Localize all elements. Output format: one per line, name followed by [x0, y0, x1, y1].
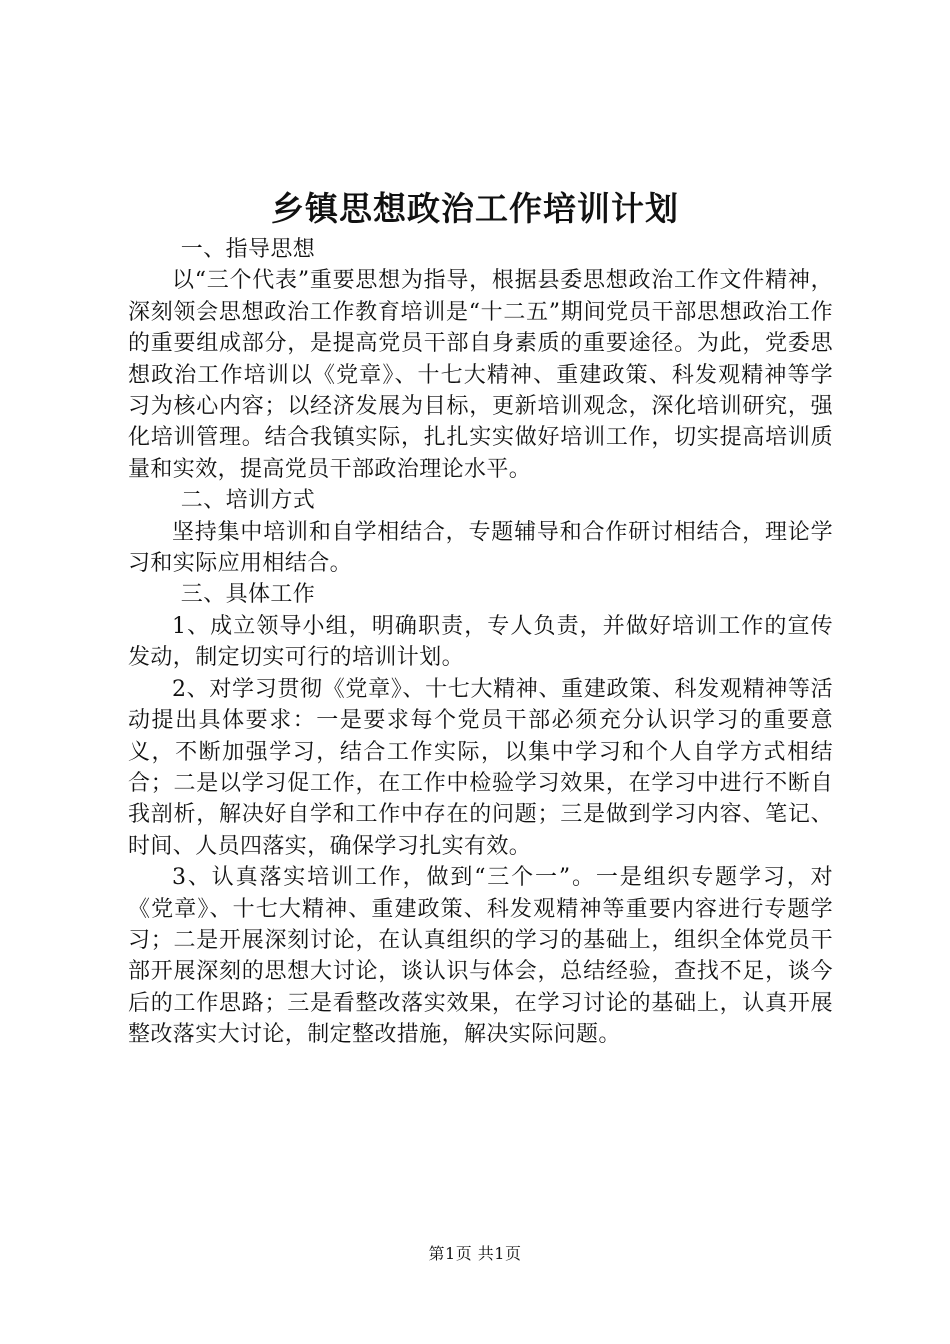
document-title: 乡镇思想政治工作培训计划	[271, 189, 679, 228]
page-number-footer: 第1页 共1页	[428, 1244, 522, 1263]
paragraph-specific-work-1: 1、成立领导小组，明确职责，专人负责，并做好培训工作的宣传发动，制定切实可行的培训计划。	[128, 613, 833, 671]
paragraph-training-method: 坚持集中培训和自学相结合，专题辅导和合作研讨相结合，理论学习和实际应用相结合。	[128, 519, 833, 577]
paragraph-specific-work-2: 2、对学习贯彻《党章》、十七大精神、重建政策、科发观精神等活动提出具体要求：一是要求每个党员干部必须充分认识学习的重要意义，不断加强学习，结合工作实际，以集中学习和个人自学方式相结合；二是以学习促工作，在工作中检验学习效果，在学习中进行不断自我剖析，解决好自学和工作中存在的问题；三是做到学习内容、笔记、时间、人员四落实，确保学习扎实有效。	[128, 676, 833, 859]
document-body	[128, 234, 833, 1051]
section-heading-guiding-thought: 一、指导思想	[180, 237, 316, 262]
paragraph-specific-work-3: 3、认真落实培训工作，做到“三个一”。一是组织专题学习，对《党章》、十七大精神、重建政策、科发观精神等重要内容进行专题学习；二是开展深刻讨论，在认真组织的学习的基础上，组织全体党员干部开展深刻的思想大讨论，谈认识与体会，总结经验，查找不足，谈今后的工作思路；三是看整改落实效果，在学习讨论的基础上，认真开展整改落实大讨论，制定整改措施，解决实际问题。	[128, 865, 833, 1048]
paragraph-guiding-thought: 以“三个代表”重要思想为指导，根据县委思想政治工作文件精神，深刻领会思想政治工作教育培训是“十二五”期间党员干部思想政治工作的重要组成部分，是提高党员干部自身素质的重要途径。为此，党委思想政治工作培训以《党章》、十七大精神、重建政策、科发观精神等学习为核心内容；以经济发展为目标，更新培训观念，深化培训研究，强化培训管理。结合我镇实际，扎扎实实做好培训工作，切实提高培训质量和实效，提高党员干部政治理论水平。	[128, 268, 833, 482]
section-heading-specific-work: 三、具体工作	[180, 582, 316, 608]
section-heading-training-method: 二、培训方式	[180, 488, 316, 514]
